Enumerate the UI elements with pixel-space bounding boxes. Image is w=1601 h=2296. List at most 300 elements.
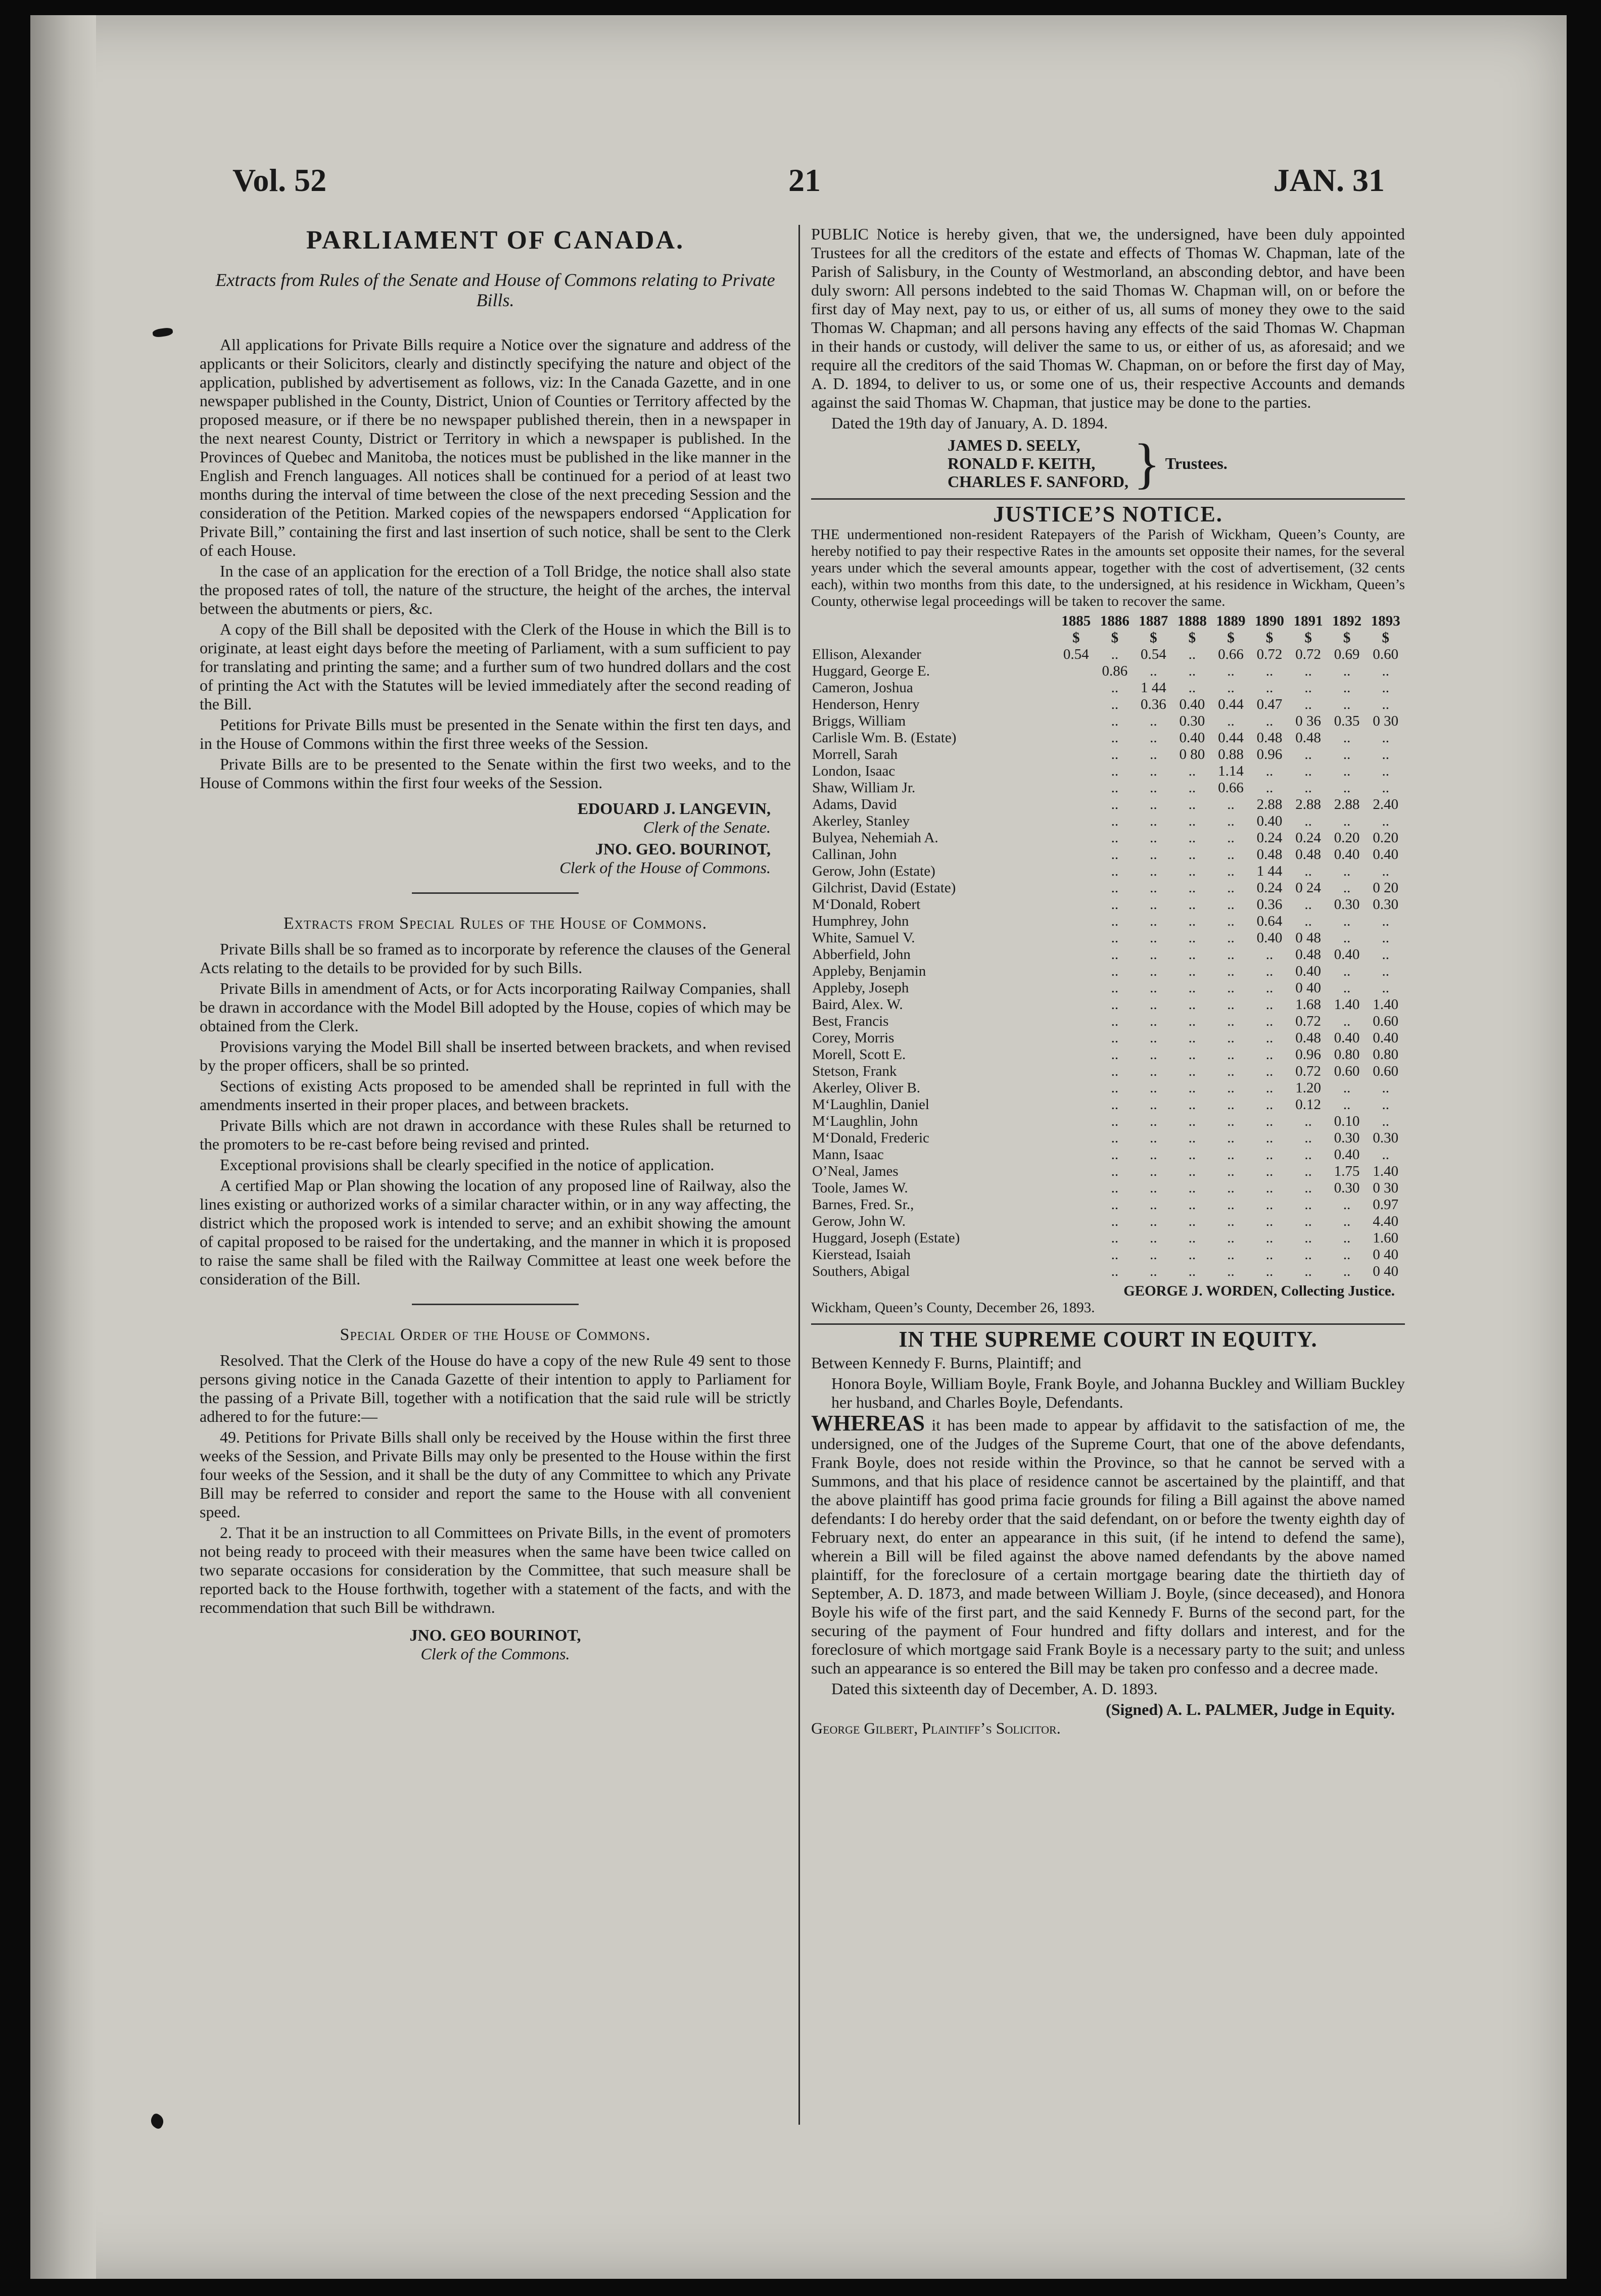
rate-amount: .. xyxy=(1150,780,1157,796)
rate-amount xyxy=(1057,830,1096,846)
rate-amount xyxy=(1057,996,1096,1013)
rate-amount: .. xyxy=(1304,696,1312,712)
rate-amount: .. xyxy=(1150,763,1157,779)
rate-amount xyxy=(1057,1146,1096,1163)
ratepayer-name: Akerley, Oliver B. xyxy=(812,1080,920,1096)
rate-amount: .. xyxy=(1188,930,1196,946)
ratepayer-name: Callinan, John xyxy=(812,846,897,863)
table-row xyxy=(811,730,1405,746)
right-column xyxy=(811,225,1405,1740)
rate-amount: .. xyxy=(1227,946,1235,963)
special-rules-heading: Extracts from Special Rules of the House of Commons. xyxy=(283,914,708,933)
rate-amount: .. xyxy=(1188,1247,1196,1263)
rate-amount: .. xyxy=(1343,1197,1351,1213)
rate-amount: .. xyxy=(1265,663,1274,679)
rate-amount: 1.20 xyxy=(1295,1080,1321,1096)
currency-header: $ xyxy=(1265,630,1274,646)
rate-amount: .. xyxy=(1343,1080,1351,1096)
special-rule-paragraph: Provisions varying the Model Bill shall be inserted between brackets, and when revised by the proper officers, shall be so printed. xyxy=(200,1037,791,1074)
rate-amount: .. xyxy=(1150,813,1157,829)
rate-amount: .. xyxy=(1111,1247,1119,1263)
rate-amount: .. xyxy=(1111,1180,1119,1196)
rate-amount xyxy=(1057,1130,1096,1146)
rate-amount: .. xyxy=(1227,913,1235,929)
table-row xyxy=(811,680,1405,696)
rate-amount: .. xyxy=(1304,746,1312,762)
rate-amount: 0.96 xyxy=(1295,1046,1321,1063)
rate-amount xyxy=(1057,763,1096,780)
rules-paragraph: Petitions for Private Bills must be presented in the Senate within the first ten days, and in the House of Commons within the first three weeks of the Session. xyxy=(200,715,791,752)
rate-amount xyxy=(1057,813,1096,830)
rate-amount: .. xyxy=(1111,1213,1119,1229)
rate-amount: .. xyxy=(1188,1263,1196,1279)
ratepayer-name: M‘Laughlin, John xyxy=(812,1113,918,1129)
special-rule-paragraph: Private Bills shall be so framed as to incorporate by reference the clauses of the General Acts relating to the details to be provided for by such Bills. xyxy=(200,940,791,977)
rate-amount: .. xyxy=(1150,1080,1157,1096)
rate-amount: .. xyxy=(1188,813,1196,829)
rate-amount: .. xyxy=(1150,1146,1157,1163)
rate-amount: .. xyxy=(1150,746,1157,762)
rules-paragraph: Private Bills are to be presented to the Senate within the first two weeks, and to the House of Commons within the first four weeks of the Session. xyxy=(200,755,791,792)
ratepayer-name: Corey, Morris xyxy=(812,1030,894,1046)
rate-amount: .. xyxy=(1150,1096,1157,1113)
rate-amount: .. xyxy=(1265,996,1274,1013)
rate-amount: 0 36 xyxy=(1295,713,1321,729)
ratepayer-name: Baird, Alex. W. xyxy=(812,996,903,1013)
rate-amount: .. xyxy=(1111,1063,1119,1079)
year-header: 1893 xyxy=(1371,613,1400,629)
rate-amount: .. xyxy=(1227,1230,1235,1246)
rate-amount: .. xyxy=(1188,1113,1196,1129)
ratepayer-name: Gilchrist, David (Estate) xyxy=(812,880,956,896)
rate-amount: .. xyxy=(1265,1030,1274,1046)
justice-notice-title: JUSTICE’S NOTICE. xyxy=(993,502,1223,527)
rate-amount: 0.30 xyxy=(1334,896,1360,913)
rate-amount: .. xyxy=(1227,663,1235,679)
rate-amount: .. xyxy=(1150,1130,1157,1146)
currency-header: $ xyxy=(1227,630,1235,646)
rate-amount: .. xyxy=(1150,1213,1157,1229)
year-header-row xyxy=(811,613,1405,630)
special-rule-paragraph: Sections of existing Acts proposed to be amended shall be reprinted in full with the amendments inserted in their proper places, and between brackets. xyxy=(200,1077,791,1114)
year-header: 1889 xyxy=(1216,613,1246,629)
currency-header-row xyxy=(811,630,1405,646)
rate-amount: 0.86 xyxy=(1102,663,1128,679)
ratepayer-name: Huggard, George E. xyxy=(812,663,930,679)
whereas-word: WHEREAS xyxy=(811,1411,925,1436)
rate-amount: 2.88 xyxy=(1334,796,1360,812)
rules-paragraphs xyxy=(200,336,791,792)
rate-amount: 0.97 xyxy=(1373,1197,1399,1213)
table-row xyxy=(811,1213,1405,1230)
rate-amount: 0.40 xyxy=(1256,813,1283,829)
rate-amount: .. xyxy=(1111,813,1119,829)
rate-amount: .. xyxy=(1265,1163,1274,1179)
rate-amount: .. xyxy=(1304,1146,1312,1163)
table-row xyxy=(811,913,1405,930)
rate-amount: .. xyxy=(1111,1113,1119,1129)
left-column xyxy=(200,225,791,1663)
rate-amount: .. xyxy=(1111,980,1119,996)
court-order-body: it has been made to appear by affidavit to the satisfaction of me, the undersigned, one of the Judges of the Supreme Court, that one of the above defendants, Frank Boyle, does not reside within the Province, so that he cannot be served with a Summons, and that his place of residence cannot be ascertained by the plaintiff, and that the above plaintiff has good prima facie grounds for filing a Bill against the above named defendants: I do hereby order that the said defendant, on or before the twenty eighth day of February next, do enter an appearance in this suit, (if he intend to defend the same), wherein a Bill will be filed against the above named defendants by the above named plaintiff, for the foreclosure of a certain mortgage bearing date the thirtieth day of September, A. D. 1873, and made between William J. Boyle, (since deceased), and Honora Boyle his wife of the first part, and the said Kennedy F. Burns of the second part, for the securing of the payment of Four hundred and fifty dollars and interest, and for the foreclosure of which mortgage said Frank Boyle is a necessary party to the suit; and unless such an appearance is so entered the Bill may be taken pro confesso and a decree made. xyxy=(811,1416,1405,1677)
rate-amount xyxy=(1057,1063,1096,1080)
rate-amount: 0.48 xyxy=(1295,846,1321,863)
rate-amount: .. xyxy=(1150,1230,1157,1246)
rate-amount: .. xyxy=(1150,1030,1157,1046)
ratepayer-name: Akerley, Stanley xyxy=(812,813,910,829)
rate-amount: .. xyxy=(1382,963,1389,979)
rate-amount xyxy=(1057,930,1096,946)
rate-amount: 0.44 xyxy=(1218,696,1244,712)
rate-amount: .. xyxy=(1150,880,1157,896)
rate-amount: .. xyxy=(1304,896,1312,913)
parliament-title: PARLIAMENT OF CANADA. xyxy=(306,226,685,255)
rate-amount: .. xyxy=(1343,913,1351,929)
rate-amount: .. xyxy=(1111,946,1119,963)
rate-amount: .. xyxy=(1304,1197,1312,1213)
table-row xyxy=(811,780,1405,796)
ratepayer-name: Toole, James W. xyxy=(812,1180,908,1196)
rate-amount: .. xyxy=(1150,896,1157,913)
rate-amount: .. xyxy=(1188,1013,1196,1029)
rate-amount: .. xyxy=(1111,963,1119,979)
rate-amount: 0 40 xyxy=(1373,1263,1399,1279)
rate-amount: .. xyxy=(1265,1263,1274,1279)
rate-amount: 0.88 xyxy=(1218,746,1244,762)
rate-amount: 0.10 xyxy=(1334,1113,1360,1129)
rate-amount: .. xyxy=(1188,996,1196,1013)
rate-amount xyxy=(1057,1080,1096,1096)
ratepayer-name: Carlisle Wm. B. (Estate) xyxy=(812,730,957,746)
rate-amount: .. xyxy=(1265,1180,1274,1196)
rules-paragraph: In the case of an application for the erection of a Toll Bridge, the notice shall also state the proposed rates of toll, the nature of the structure, the height of the arches, the interval between the abutments or piers, &c. xyxy=(200,562,791,617)
rate-amount: .. xyxy=(1304,1247,1312,1263)
ratepayer-name: Henderson, Henry xyxy=(812,696,920,712)
rate-amount: .. xyxy=(1111,1130,1119,1146)
rate-amount: .. xyxy=(1188,763,1196,779)
currency-header: $ xyxy=(1188,630,1196,646)
rate-amount: 0.80 xyxy=(1334,1046,1360,1063)
trustee-name: JAMES D. SEELY, xyxy=(948,436,1080,454)
table-row xyxy=(811,1080,1405,1096)
ratepayer-name: M‘Laughlin, Daniel xyxy=(812,1096,929,1113)
rate-amount: .. xyxy=(1150,1197,1157,1213)
rate-amount: .. xyxy=(1227,1213,1235,1229)
rate-amount: 0.48 xyxy=(1295,1030,1321,1046)
rate-amount: 0.44 xyxy=(1218,730,1244,746)
ratepayers-table xyxy=(811,613,1405,1280)
rate-amount: 0.40 xyxy=(1179,696,1205,712)
rate-amount: .. xyxy=(1343,1013,1351,1029)
rate-amount: 0.24 xyxy=(1295,830,1321,846)
rate-amount: .. xyxy=(1227,1096,1235,1113)
court-dated: Dated this sixteenth day of December, A. D. 1893. xyxy=(831,1680,1158,1698)
rate-amount xyxy=(1057,730,1096,746)
rate-amount: .. xyxy=(1150,1046,1157,1063)
special-rule-paragraph: Private Bills which are not drawn in accordance with these Rules shall be returned to the promoters to be re-cast before being revised and printed. xyxy=(200,1116,791,1153)
order-paragraph: 49. Petitions for Private Bills shall only be received by the House within the first three weeks of the Session, and Private Bills may only be presented to the House within the first four weeks of the Session, and it shall be the duty of any Committee to which any Private Bill may be referred to consider and report the same to the House with all convenient speed. xyxy=(200,1428,791,1521)
rate-amount: .. xyxy=(1111,1046,1119,1063)
rate-amount xyxy=(1057,1180,1096,1197)
currency-header: $ xyxy=(1304,630,1312,646)
rate-amount: .. xyxy=(1382,813,1389,829)
rate-amount xyxy=(1057,713,1096,730)
signature-title: Clerk of the Commons. xyxy=(420,1645,570,1663)
table-row xyxy=(811,1113,1405,1130)
page-number: 21 xyxy=(788,162,821,198)
signature-name: JNO. GEO. BOURINOT, xyxy=(595,840,771,858)
rate-amount: .. xyxy=(1227,1063,1235,1079)
rate-amount: 0 30 xyxy=(1373,1180,1399,1196)
rate-amount: .. xyxy=(1150,830,1157,846)
rate-amount: .. xyxy=(1382,680,1389,696)
rate-amount: 0.40 xyxy=(1373,1030,1399,1046)
rate-amount: .. xyxy=(1227,830,1235,846)
court-between: Between Kennedy F. Burns, Plaintiff; and xyxy=(811,1354,1081,1372)
rate-amount: 1.40 xyxy=(1373,1163,1399,1179)
supreme-court-title: IN THE SUPREME COURT IN EQUITY. xyxy=(899,1327,1317,1352)
rate-amount: .. xyxy=(1111,796,1119,812)
rate-amount: .. xyxy=(1111,763,1119,779)
rate-amount: 0 80 xyxy=(1179,746,1205,762)
rate-amount: 0.60 xyxy=(1373,1013,1399,1029)
trustee-names xyxy=(948,436,1128,491)
rate-amount: 0.72 xyxy=(1295,1063,1321,1079)
ratepayer-name: Kierstead, Isaiah xyxy=(812,1247,911,1263)
year-header: 1891 xyxy=(1293,613,1323,629)
signature-name: EDOUARD J. LANGEVIN, xyxy=(577,799,771,818)
column-divider xyxy=(798,225,800,2125)
rate-amount: .. xyxy=(1382,1096,1389,1113)
rate-amount: 1.60 xyxy=(1373,1230,1399,1246)
rate-amount: 1.14 xyxy=(1218,763,1244,779)
rate-amount: .. xyxy=(1188,913,1196,929)
rate-amount: .. xyxy=(1111,1163,1119,1179)
rate-amount xyxy=(1057,663,1096,680)
ratepayer-name: O’Neal, James xyxy=(812,1163,899,1179)
rate-amount: .. xyxy=(1188,1213,1196,1229)
rate-amount: 0.40 xyxy=(1334,846,1360,863)
rate-amount: .. xyxy=(1188,1096,1196,1113)
rate-amount: .. xyxy=(1343,863,1351,879)
rate-amount: .. xyxy=(1227,1263,1235,1279)
rate-amount: .. xyxy=(1150,1063,1157,1079)
rate-amount xyxy=(1057,846,1096,863)
table-row xyxy=(811,1096,1405,1113)
rate-amount: .. xyxy=(1265,1130,1274,1146)
rate-amount: .. xyxy=(1265,963,1274,979)
rate-amount: .. xyxy=(1227,863,1235,879)
rate-amount: 2.40 xyxy=(1373,796,1399,812)
section-rule xyxy=(412,1304,579,1305)
rate-amount: .. xyxy=(1188,680,1196,696)
rate-amount: .. xyxy=(1227,996,1235,1013)
brace-glyph: } xyxy=(1133,433,1160,494)
order-paragraph: Resolved. That the Clerk of the House do have a copy of the new Rule 49 sent to those persons giving notice in the Canada Gazette of their intention to apply to Parliament for the passing of a Private Bill, together with a notification that the said rule will be strictly adhered to for the future:— xyxy=(200,1351,791,1425)
rate-amount: .. xyxy=(1304,1163,1312,1179)
signature-name: JNO. GEO BOURINOT, xyxy=(409,1626,581,1644)
rate-amount: .. xyxy=(1111,696,1119,712)
rate-amount: 0.60 xyxy=(1373,646,1399,662)
table-row xyxy=(811,1130,1405,1146)
year-header: 1888 xyxy=(1177,613,1207,629)
rate-amount: .. xyxy=(1188,1063,1196,1079)
rate-amount: .. xyxy=(1188,846,1196,863)
rate-amount: .. xyxy=(1343,1247,1351,1263)
rate-amount: .. xyxy=(1343,1263,1351,1279)
rate-amount: .. xyxy=(1265,780,1274,796)
rate-amount: 0.12 xyxy=(1295,1096,1321,1113)
rate-amount: .. xyxy=(1382,980,1389,996)
table-row xyxy=(811,1146,1405,1163)
rate-amount: 0.96 xyxy=(1256,746,1283,762)
table-row xyxy=(811,713,1405,730)
rate-amount xyxy=(1057,746,1096,763)
margin-mark xyxy=(152,327,173,338)
rate-amount: .. xyxy=(1188,963,1196,979)
rate-amount: .. xyxy=(1382,913,1389,929)
rate-amount: 0.36 xyxy=(1141,696,1166,712)
rate-amount: .. xyxy=(1111,896,1119,913)
rate-amount: .. xyxy=(1111,646,1119,662)
rate-amount xyxy=(1057,880,1096,896)
rate-amount: .. xyxy=(1150,963,1157,979)
ratepayer-name: Mann, Isaac xyxy=(812,1146,884,1163)
rate-amount: .. xyxy=(1111,1197,1119,1213)
rate-amount: .. xyxy=(1265,763,1274,779)
rate-amount: .. xyxy=(1304,1130,1312,1146)
rate-amount: .. xyxy=(1343,813,1351,829)
rate-amount xyxy=(1057,1247,1096,1263)
rate-amount: .. xyxy=(1304,1113,1312,1129)
rate-amount xyxy=(1057,863,1096,880)
rate-amount: .. xyxy=(1304,763,1312,779)
rate-amount: .. xyxy=(1304,780,1312,796)
table-row xyxy=(811,763,1405,780)
rate-amount xyxy=(1057,1263,1096,1280)
rate-amount: .. xyxy=(1304,1230,1312,1246)
rate-amount: .. xyxy=(1227,980,1235,996)
name-header xyxy=(811,613,1057,630)
rate-amount xyxy=(1057,963,1096,980)
rate-amount: 1 44 xyxy=(1256,863,1283,879)
rate-amount: .. xyxy=(1111,996,1119,1013)
rate-amount: .. xyxy=(1227,1180,1235,1196)
ratepayers-body xyxy=(811,646,1405,1280)
currency-header: $ xyxy=(1072,630,1080,646)
rules-paragraph: A copy of the Bill shall be deposited with the Clerk of the House in which the Bill is to originate, at least eight days before the meeting of Parliament, with a sum sufficient to pay for translating and printing the same; and a further sum of two hundred dollars and the cost of printing the Act with the Statutes will be levied immediately after the second reading of the Bill. xyxy=(200,620,791,713)
table-row xyxy=(811,896,1405,913)
rate-amount: 0.48 xyxy=(1295,730,1321,746)
rate-amount: .. xyxy=(1304,1213,1312,1229)
rate-amount: .. xyxy=(1111,1263,1119,1279)
justice-signature: GEORGE J. WORDEN, Collecting Justice. xyxy=(1123,1283,1395,1299)
rate-amount: .. xyxy=(1382,746,1389,762)
rate-amount: .. xyxy=(1227,1113,1235,1129)
rate-amount: 0.30 xyxy=(1334,1180,1360,1196)
rate-amount: .. xyxy=(1265,1080,1274,1096)
rate-amount xyxy=(1057,1113,1096,1130)
rate-amount: .. xyxy=(1188,1163,1196,1179)
rate-amount: 0.40 xyxy=(1295,963,1321,979)
table-row xyxy=(811,1013,1405,1030)
ratepayer-name: Best, Francis xyxy=(812,1013,889,1029)
order-paragraph: 2. That it be an instruction to all Committees on Private Bills, in the event of promoters not being ready to proceed with their measures when the same have been twice called on two separate occasions for consideration by the Committee, that such measure shall be reported back to the House forthwith, together with a statement of the facts, and with the recommendation that such Bill be withdrawn. xyxy=(200,1523,791,1616)
rate-amount: 0.60 xyxy=(1334,1063,1360,1079)
ratepayer-name: Stetson, Frank xyxy=(812,1063,897,1079)
rate-amount: .. xyxy=(1188,663,1196,679)
rate-amount: .. xyxy=(1188,1130,1196,1146)
table-row xyxy=(811,646,1405,663)
rate-amount: .. xyxy=(1343,746,1351,762)
table-row xyxy=(811,813,1405,830)
rate-amount xyxy=(1057,913,1096,930)
rate-amount: .. xyxy=(1343,1213,1351,1229)
rate-amount: .. xyxy=(1343,963,1351,979)
year-header: 1886 xyxy=(1100,613,1129,629)
table-row xyxy=(811,830,1405,846)
rate-amount: .. xyxy=(1343,930,1351,946)
rate-amount xyxy=(1057,1197,1096,1213)
rate-amount: .. xyxy=(1382,946,1389,963)
ratepayer-name: Morell, Scott E. xyxy=(812,1046,906,1063)
table-row xyxy=(811,1180,1405,1197)
ratepayer-name: London, Isaac xyxy=(812,763,896,779)
ratepayer-name: Bulyea, Nehemiah A. xyxy=(812,830,938,846)
rate-amount: .. xyxy=(1382,663,1389,679)
rate-amount: .. xyxy=(1227,1030,1235,1046)
rate-amount: 4.40 xyxy=(1373,1213,1399,1229)
rate-amount: .. xyxy=(1265,1213,1274,1229)
rate-amount: .. xyxy=(1265,980,1274,996)
rate-amount: 0.72 xyxy=(1256,646,1283,662)
table-row xyxy=(811,1247,1405,1263)
ratepayer-name: Morrell, Sarah xyxy=(812,746,898,762)
rate-amount: .. xyxy=(1111,1096,1119,1113)
rate-amount: .. xyxy=(1150,913,1157,929)
rate-amount: .. xyxy=(1150,1247,1157,1263)
rate-amount: 0.35 xyxy=(1334,713,1360,729)
parliament-subtitle: Extracts from Rules of the Senate and House of Commons relating to Private Bills. xyxy=(215,270,775,310)
rate-amount: 0.30 xyxy=(1179,713,1205,729)
justice-notice-text: THE undermentioned non-resident Ratepayers of the Parish of Wickham, Queen’s County, are hereby notified to pay their respective Rates in the amounts set opposite their names, for the several years under which the several amounts appear, together with the cost of advertisement, (32 cents each), within two months from this date, to the undersigned, at his residence in Wickham, Queen’s County, otherwise legal proceedings will be taken to recover the same. xyxy=(811,527,1405,609)
newspaper-page xyxy=(30,15,1567,2279)
public-notice-dated: Dated the 19th day of January, A. D. 1894. xyxy=(831,414,1108,432)
rate-amount: .. xyxy=(1227,880,1235,896)
rate-amount: .. xyxy=(1111,1230,1119,1246)
rate-amount: .. xyxy=(1188,1230,1196,1246)
rate-amount: .. xyxy=(1382,780,1389,796)
rate-amount: 1.40 xyxy=(1334,996,1360,1013)
rate-amount: .. xyxy=(1188,1146,1196,1163)
rate-amount: .. xyxy=(1111,913,1119,929)
rate-amount xyxy=(1057,896,1096,913)
rate-amount: .. xyxy=(1150,930,1157,946)
rate-amount xyxy=(1057,1046,1096,1063)
rate-amount: 1 44 xyxy=(1141,680,1166,696)
rate-amount xyxy=(1057,1163,1096,1180)
signature-title: Clerk of the House of Commons. xyxy=(559,858,771,877)
ratepayer-name: Ellison, Alexander xyxy=(812,646,921,662)
rate-amount: 0.24 xyxy=(1256,830,1283,846)
table-row xyxy=(811,1163,1405,1180)
rate-amount: 0.40 xyxy=(1373,846,1399,863)
rate-amount: .. xyxy=(1265,713,1274,729)
rate-amount: .. xyxy=(1265,946,1274,963)
rate-amount: .. xyxy=(1343,980,1351,996)
rate-amount: .. xyxy=(1227,1046,1235,1063)
rate-amount: 0.54 xyxy=(1063,646,1089,662)
